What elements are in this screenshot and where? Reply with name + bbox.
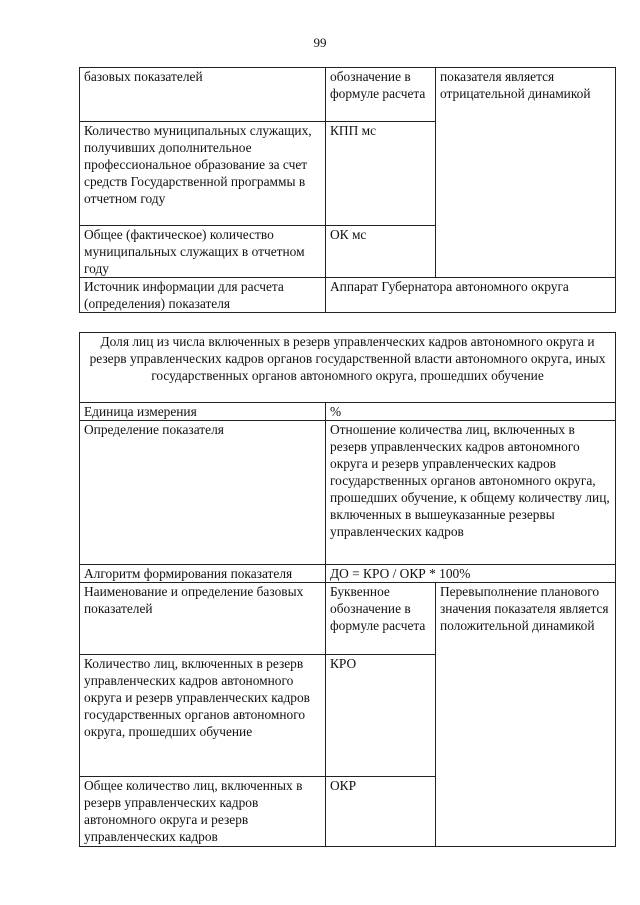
table-row xyxy=(80,403,616,421)
indicator-name-cell: Количество муниципальных служащих, получивших дополнительное профессиональное образование за счет средств Государственной программы в отчетном году xyxy=(80,122,326,226)
table-row xyxy=(80,68,616,122)
definition-label-cell: Определение показателя xyxy=(80,421,326,565)
basic-indicators-header-cell: Наименование и определение базовых показателей xyxy=(80,583,326,655)
table-row xyxy=(80,421,616,565)
symbol-header-cell: Буквенное обозначение в формуле расчета xyxy=(326,583,436,655)
table-row xyxy=(80,278,616,313)
indicator-name-cell: Количество лиц, включенных в резерв управленческих кадров автономного округа и резерв управленческих кадров государственных органов автономного округа, прошедших обучение xyxy=(80,655,326,777)
table-row xyxy=(80,333,616,403)
definition-value-cell: Отношение количества лиц, включенных в резерв управленческих кадров автономного округа и резерв управленческих кадров государственных органов автономного округа, прошедших обучение, к общему количеству лиц, включенных в вышеуказанные резервы управленческих кадров xyxy=(326,421,616,565)
symbol-cell: обозначение в формуле расчета xyxy=(326,68,436,122)
source-value-cell: Аппарат Губернатора автономного округа xyxy=(326,278,616,313)
page-number: 99 xyxy=(313,35,327,50)
symbol-cell: КРО xyxy=(326,655,436,777)
indicator-table xyxy=(79,332,616,847)
indicator-name-cell: Общее (фактическое) количество муниципальных служащих в отчетном году xyxy=(80,226,326,278)
indicator-title-cell: Доля лиц из числа включенных в резерв управленческих кадров автономного округа и резерв управленческих кадров органов государственной власти автономного округа, иных государственных органов автономного округа, прошедших обучение xyxy=(80,333,616,403)
algorithm-value-cell: ДО = КРО / ОКР * 100% xyxy=(326,565,616,583)
symbol-cell: ОК мс xyxy=(326,226,436,278)
indicator-name-cell: Общее количество лиц, включенных в резерв управленческих кадров автономного округа и резерв управленческих кадров xyxy=(80,777,326,847)
symbol-cell: КПП мс xyxy=(326,122,436,226)
source-label-cell: Источник информации для расчета (определения) показателя xyxy=(80,278,326,313)
symbol-cell: ОКР xyxy=(326,777,436,847)
algorithm-label-cell: Алгоритм формирования показателя xyxy=(80,565,326,583)
unit-value-cell: % xyxy=(326,403,616,421)
dynamics-note-cell: Перевыполнение планового значения показателя является положительной динамикой xyxy=(436,583,616,847)
unit-label-cell: Единица измерения xyxy=(80,403,326,421)
table-row xyxy=(80,583,616,655)
table-row xyxy=(80,565,616,583)
dynamics-note-cell: показателя является отрицательной динамикой xyxy=(436,68,616,278)
indicator-table-continued xyxy=(79,67,616,313)
basic-indicators-cell: базовых показателей xyxy=(80,68,326,122)
